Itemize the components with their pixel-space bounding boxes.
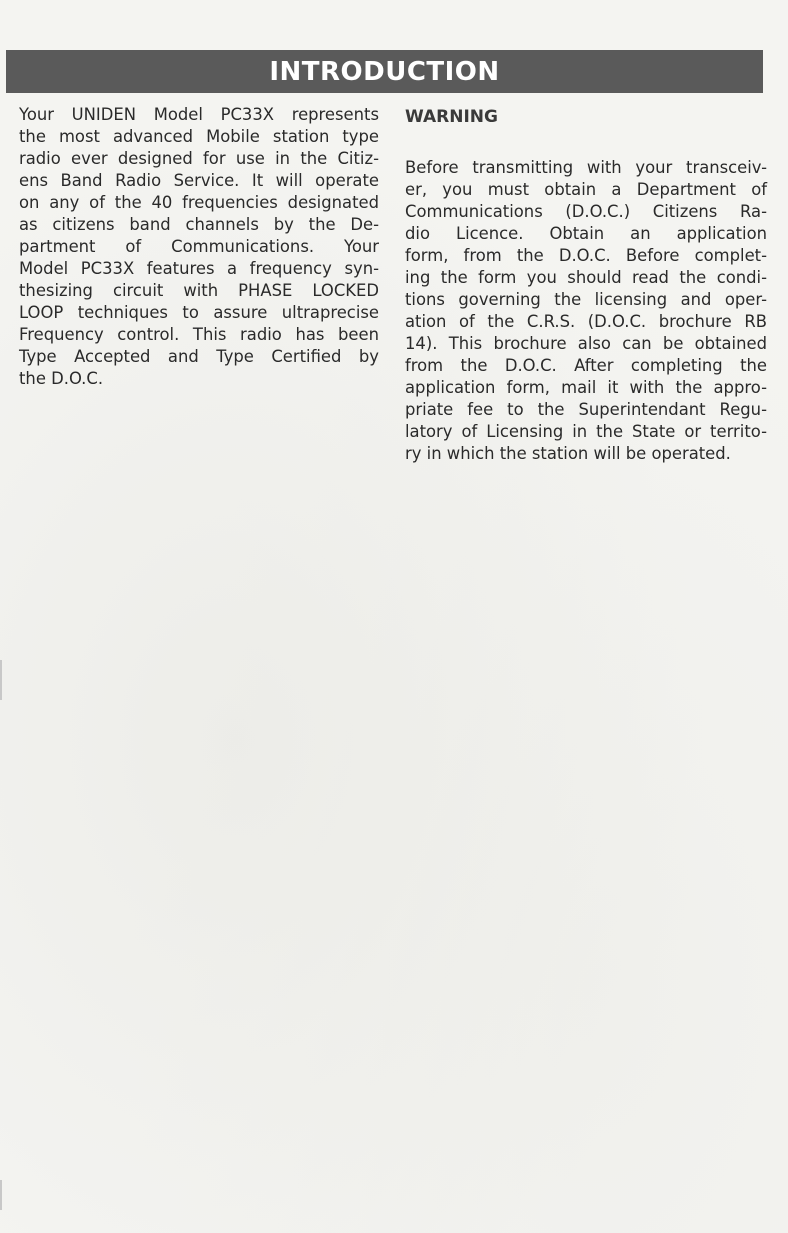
page-edge-mark-top — [0, 660, 2, 700]
right-text-line: latory of Licensing in the State or territo- — [405, 422, 767, 441]
left-text-line: the D.O.C. — [19, 369, 104, 388]
left-text-line: thesizing circuit with PHASE LOCKED — [19, 281, 379, 300]
right-text-line: priate fee to the Superintendant Regu- — [405, 400, 767, 419]
right-text-line: Before transmitting with your transceiv- — [405, 158, 767, 177]
right-text-line: from the D.O.C. After completing the — [405, 356, 767, 375]
left-text-line: Frequency control. This radio has been — [19, 325, 379, 344]
right-text-line: tions governing the licensing and oper- — [405, 290, 767, 309]
left-text-line: the most advanced Mobile station type — [19, 127, 379, 146]
section-header-bar — [6, 50, 763, 93]
left-text-line: Model PC33X features a frequency syn- — [19, 259, 379, 278]
section-title: INTRODUCTION — [269, 56, 500, 87]
right-text-line: ation of the C.R.S. (D.O.C. brochure RB — [405, 312, 767, 331]
right-text-line: er, you must obtain a Department of — [405, 180, 767, 199]
warning-heading: WARNING — [405, 107, 498, 127]
left-text-line: on any of the 40 frequencies designated — [19, 193, 379, 212]
left-column-text — [19, 104, 379, 390]
left-text-line: partment of Communications. Your — [19, 237, 379, 256]
right-text-line: Communications (D.O.C.) Citizens Ra- — [405, 202, 767, 221]
left-text-line: LOOP techniques to assure ultraprecise — [19, 303, 379, 322]
left-text-line: Your UNIDEN Model PC33X represents — [19, 105, 379, 124]
heading-spacer — [405, 128, 767, 157]
right-column-text — [405, 104, 767, 465]
right-text-line: ry in which the station will be operated. — [405, 444, 731, 463]
left-text-line: ens Band Radio Service. It will operate — [19, 171, 379, 190]
right-text-line: ing the form you should read the condi- — [405, 268, 767, 287]
left-text-line: as citizens band channels by the De- — [19, 215, 379, 234]
page-edge-mark-bottom — [0, 1180, 2, 1210]
right-text-line: dio Licence. Obtain an application — [405, 224, 767, 243]
left-text-line: Type Accepted and Type Certified by — [19, 347, 379, 366]
right-text-line: application form, mail it with the appro- — [405, 378, 767, 397]
right-text-line: 14). This brochure also can be obtained — [405, 334, 767, 353]
right-text-line: form, from the D.O.C. Before complet- — [405, 246, 767, 265]
left-text-line: radio ever designed for use in the Citiz- — [19, 149, 379, 168]
